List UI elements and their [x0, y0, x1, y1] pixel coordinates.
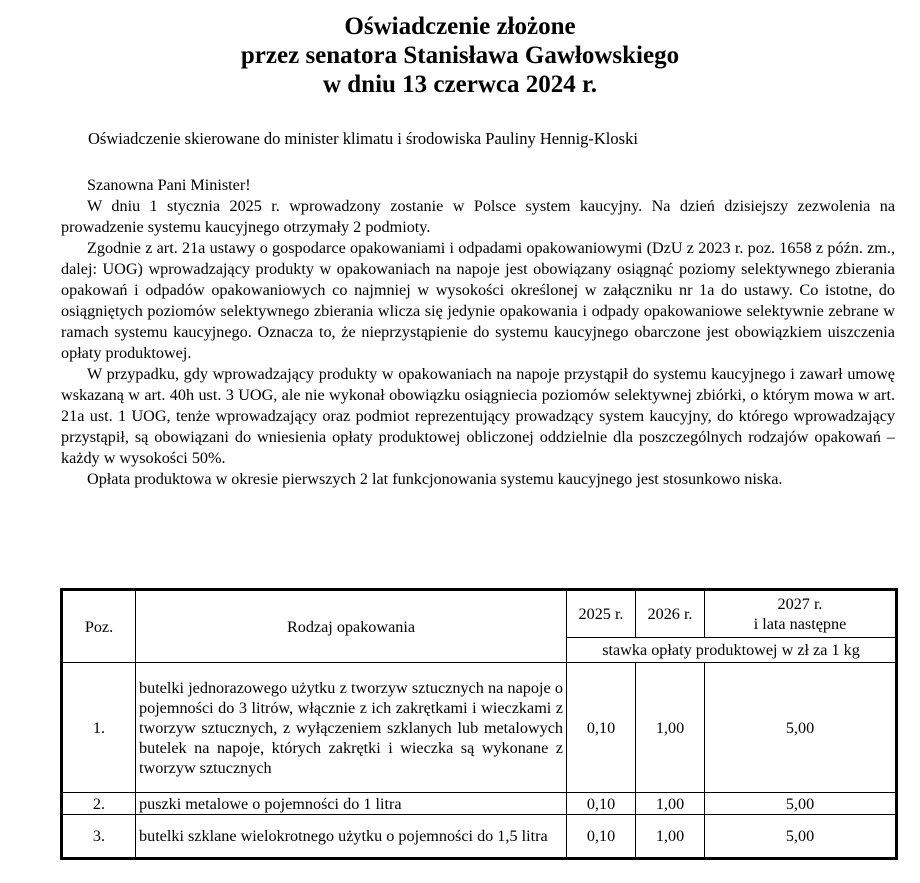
paragraph-2: Zgodnie z art. 21a ustawy o gospodarce opakowaniami i odpadami opakowaniowymi (DzU z 2023 r. poz. 1658 z późn. zm., dalej: UOG) wprowadzający produkty w opakowaniach na napoje jest obowiązany osiągnąć poziomy selektywnego zbierania opakowań i odpadów opakowaniowych co najmniej w wysokości określonej w załączniku nr 1a do ustawy. Co istotne, do osiągniętych poziomów selektywnego zbierania wlicza się jedynie opakowania i odpady opakowaniowe selektywnie zebrane w ramach systemu kaucyjnego. Oznacza to, że nieprzystąpienie do systemu kaucyjnego obarczone jest obowiązkiem uiszczenia opłaty produktowej.	[61, 239, 895, 362]
row-2025: 0,10	[567, 815, 636, 859]
document-title	[0, 12, 920, 99]
row-2027: 5,00	[705, 663, 897, 793]
table-header-row	[62, 590, 897, 638]
paragraph-4: Opłata produktowa w okresie pierwszych 2 lat funkcjonowania systemu kaucyjnego jest stosunkowo niska.	[87, 470, 783, 488]
row-poz: 2.	[62, 793, 136, 815]
row-2026: 1,00	[636, 793, 705, 815]
row-rodzaj: puszki metalowe o pojemności do 1 litra	[136, 793, 567, 815]
paragraph-3: W przypadku, gdy wprowadzający produkty w opakowaniach na napoje przystąpił do systemu kaucyjnego i zawarł umowę wskazaną w art. 40h ust. 3 UOG, ale nie wykonał obowiązku osiągniecia poziomów selektywnej zbiórki, o którym mowa w art. 21a ust. 1 UOG, tenże wprowadzający oraz podmiot reprezentujący prowadzący system kaucyjny, do którego wprowadzający przystąpił, są obowiązani do wniesienia opłaty produktowej obliczonej oddzielnie dla poszczególnych rodzajów opakowań – każdy w wysokości 50%.	[61, 365, 895, 467]
statement-body	[61, 175, 895, 490]
header-2026: 2026 r.	[636, 590, 705, 638]
row-rodzaj: butelki jednorazowego użytku z tworzyw sztucznych na napoje o pojemności do 3 litrów, włącznie z ich zakrętkami i wieczkami z tworzyw sztucznych, z wyłączeniem szklanych lub metalowych butelek na napoje, których zakrętki i wieczka są wykonane z tworzyw sztucznych	[136, 663, 567, 793]
row-2026: 1,00	[636, 663, 705, 793]
title-line-3: w dniu 13 czerwca 2024 r.	[322, 71, 598, 98]
header-2027-line1: 2027 r.	[777, 595, 823, 613]
title-line-1: Oświadczenie złożone	[344, 13, 576, 40]
row-2025: 0,10	[567, 663, 636, 793]
fee-table	[60, 588, 898, 860]
table-row	[62, 793, 897, 815]
table-row	[62, 663, 897, 793]
row-rodzaj: butelki szklane wielokrotnego użytku o pojemności do 1,5 litra	[136, 815, 567, 859]
row-2025: 0,10	[567, 793, 636, 815]
header-2025: 2025 r.	[567, 590, 636, 638]
table-row	[62, 815, 897, 859]
header-rodzaj: Rodzaj opakowania	[136, 590, 567, 663]
row-2027: 5,00	[705, 815, 897, 859]
addressee-line: Oświadczenie skierowane do minister klimatu i środowiska Pauliny Hennig-Kloski	[88, 129, 638, 148]
header-poz: Poz.	[62, 590, 136, 663]
paragraph-1: W dniu 1 stycznia 2025 r. wprowadzony zostanie w Polsce system kaucyjny. Na dzień dzisiejszy zezwolenia na prowadzenie systemu kaucyjnego otrzymały 2 podmioty.	[61, 197, 895, 236]
title-line-2: przez senatora Stanisława Gawłowskiego	[240, 42, 680, 69]
row-2026: 1,00	[636, 815, 705, 859]
rate-unit-label: stawka opłaty produktowej w zł za 1 kg	[567, 638, 897, 663]
row-poz: 1.	[62, 663, 136, 793]
header-2027-line2: i lata następne	[753, 615, 847, 633]
greeting: Szanowna Pani Minister!	[87, 176, 251, 194]
header-2027	[705, 590, 897, 638]
row-poz: 3.	[62, 815, 136, 859]
row-2027: 5,00	[705, 793, 897, 815]
